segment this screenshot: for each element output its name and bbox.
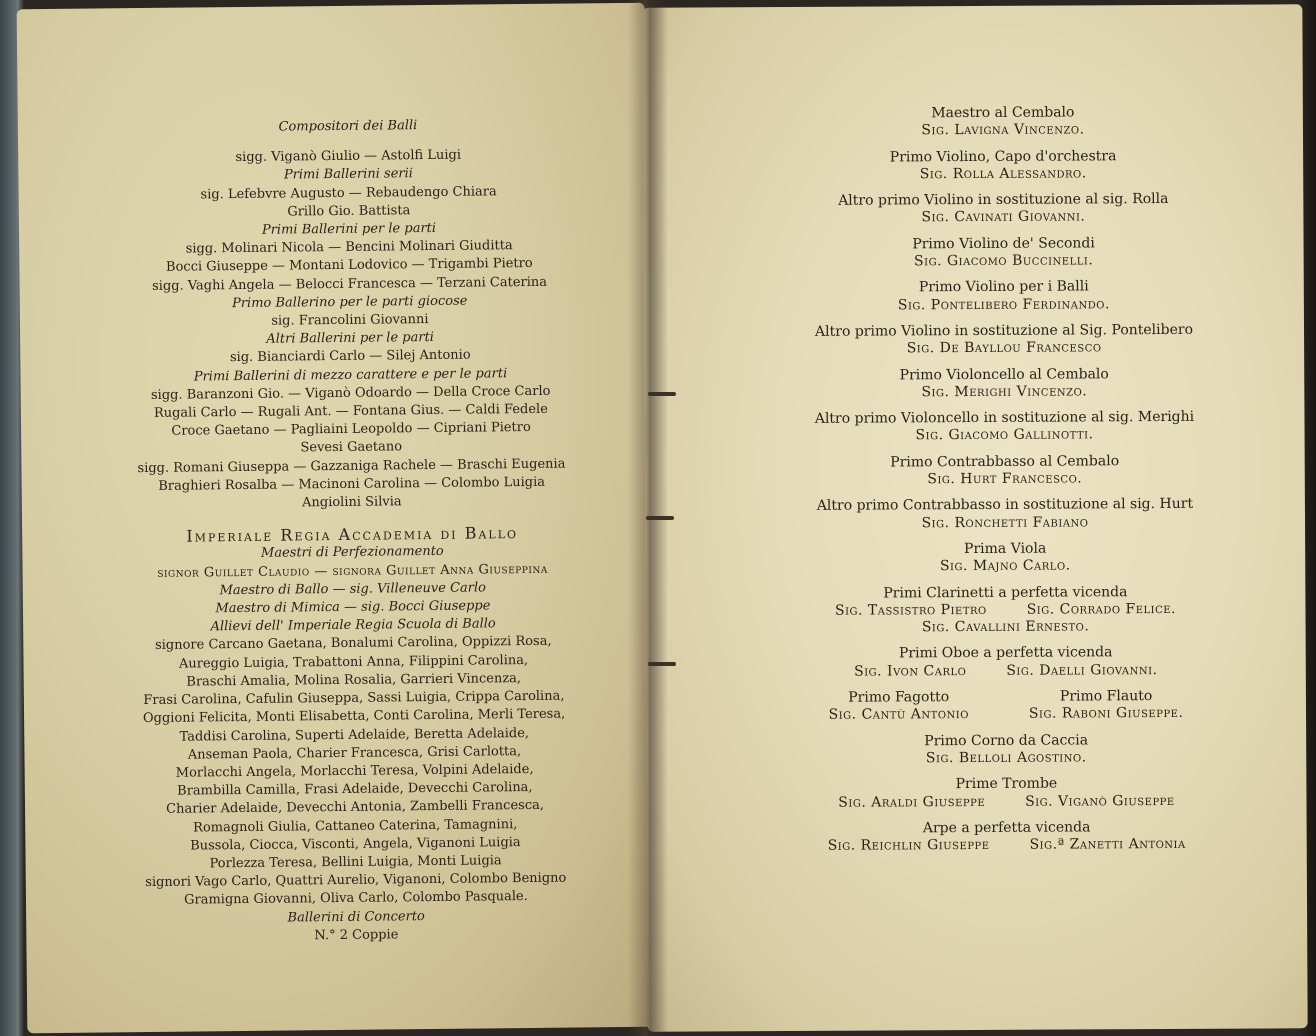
performer-name: Sig.ª Zanetti Antonia bbox=[1029, 835, 1186, 853]
role-title: Primo Fagotto bbox=[848, 689, 950, 706]
role-title: Primo Corno da Caccia bbox=[924, 732, 1089, 749]
text-line: Bussola, Ciocca, Visconti, Angela, Viganoni Luigia bbox=[190, 834, 521, 854]
left-page-text bbox=[78, 115, 627, 948]
text-line: sig. Bianciardi Carlo — Silej Antonio bbox=[229, 348, 471, 366]
split-entry-right bbox=[1029, 688, 1184, 723]
text-line: sig. Francolini Giovanni bbox=[271, 312, 429, 329]
staff-entry bbox=[765, 540, 1245, 577]
performer-name: Sig. Cantù Antonio bbox=[828, 706, 969, 724]
role-title: Primi Oboe a perfetta vicenda bbox=[898, 644, 1113, 662]
text-line: Croce Gaetano — Pagliaini Leopoldo — Cipriani Pietro bbox=[171, 420, 531, 439]
binding-thread bbox=[646, 516, 674, 520]
binding-thread bbox=[648, 662, 676, 666]
performer-name: Sig. Majno Carlo. bbox=[939, 557, 1071, 575]
text-line: Primo Ballerino per le parti giocose bbox=[231, 293, 468, 311]
staff-entry bbox=[763, 104, 1243, 141]
text-line: sigg. Vaghi Angela — Belocci Francesca — Terzani Caterina bbox=[151, 274, 548, 294]
text-line: Maestro di Ballo — sig. Villeneuve Carlo bbox=[219, 580, 487, 599]
text-line: Primi Ballerini serii bbox=[283, 166, 413, 183]
staff-entry bbox=[764, 234, 1244, 271]
performer-name: Sig. Cavallini Ernesto. bbox=[921, 618, 1090, 636]
performer-name: Sig. Belloli Agostino. bbox=[925, 749, 1087, 767]
staff-entry bbox=[765, 496, 1245, 533]
role-title: Primo Violoncello al Cembalo bbox=[899, 365, 1109, 383]
text-line: Anseman Paola, Charier Francesca, Grisi Carlotta, bbox=[187, 743, 522, 763]
role-title: Altro primo Violino in sostituzione al sig. Rolla bbox=[838, 191, 1169, 209]
text-line: Braghieri Rosalba — Macinoni Carolina — Colombo Luigia bbox=[158, 474, 546, 494]
text-line: Oggioni Felicita, Monti Elisabetta, Conti Carolina, Merli Teresa, bbox=[142, 706, 566, 727]
role-title: Primo Flauto bbox=[1059, 688, 1153, 705]
text-line: Romagnoli Giulia, Cattaneo Caterina, Tamagnini, bbox=[193, 816, 518, 836]
performer-name: Sig. Daelli Giovanni. bbox=[1006, 661, 1158, 679]
role-title: Prima Viola bbox=[963, 540, 1047, 557]
text-line: signore Carcano Gaetana, Bonalumi Carolina, Oppizzi Rosa, bbox=[154, 634, 552, 654]
text-line: signor Guillet Claudio — signora Guillet Anna Giuseppina bbox=[157, 561, 548, 581]
staff-entry bbox=[765, 583, 1245, 637]
role-title: Altro primo Violino in sostituzione al Sig. Pontelibero bbox=[814, 321, 1194, 340]
text-line: Primi Ballerini di mezzo carattere e per le parti bbox=[193, 365, 508, 385]
text-line: Sevesi Gaetano bbox=[300, 439, 403, 456]
role-title: Arpe a perfetta vicenda bbox=[922, 819, 1091, 837]
role-title: Primo Violino de' Secondi bbox=[912, 235, 1095, 253]
text-line: Morlacchi Angela, Morlacchi Teresa, Volpini Adelaide, bbox=[175, 761, 534, 781]
role-title: Maestro al Cembalo bbox=[931, 104, 1075, 122]
split-entry bbox=[766, 688, 1246, 725]
performer-name: Sig. Giacomo Buccinelli. bbox=[913, 252, 1094, 270]
split-entry-left bbox=[828, 689, 968, 724]
performer-pair bbox=[767, 836, 1247, 856]
performer-name: Sig. Ivon Carlo bbox=[854, 662, 967, 680]
text-line: Brambilla Camilla, Frasi Adelaide, Devecchi Carolina, bbox=[177, 780, 533, 799]
text-line: Charier Adelaide, Devecchi Antonia, Zambelli Francesca, bbox=[166, 798, 545, 818]
text-line: Aureggio Luigia, Trabattoni Anna, Filippini Carolina, bbox=[178, 652, 529, 672]
performer-name: Sig. Rolla Alessandro. bbox=[919, 165, 1087, 183]
performer-name: Sig. Corrado Felice. bbox=[1026, 600, 1177, 618]
staff-entry bbox=[767, 818, 1247, 855]
text-line: sigg. Romani Giuseppa — Gazzaniga Rachele — Braschi Eugenia bbox=[137, 456, 566, 476]
role-title: Primo Violino per i Balli bbox=[918, 278, 1089, 296]
left-page bbox=[17, 3, 656, 1034]
performer-name: Sig. Reichlin Giuseppe bbox=[827, 837, 990, 854]
staff-entry bbox=[763, 191, 1243, 228]
performer-pair bbox=[765, 600, 1245, 620]
performer-pair bbox=[766, 661, 1246, 681]
staff-entry bbox=[766, 775, 1246, 812]
text-line: sigg. Baranzoni Gio. — Viganò Odoardo — Della Croce Carlo bbox=[150, 383, 551, 403]
staff-entry bbox=[766, 731, 1246, 768]
performer-pair bbox=[766, 792, 1246, 812]
text-line: Altri Ballerini per le parti bbox=[266, 330, 435, 347]
performer-name: Sig. Hurt Francesco. bbox=[927, 470, 1083, 488]
performer-name: Sig. Merighi Vincenzo. bbox=[921, 383, 1088, 401]
text-line: Frasi Carolina, Cafulin Giuseppa, Sassi Luigia, Crippa Carolina, bbox=[143, 688, 565, 709]
performer-name: Sig. Pontelibero Ferdinando. bbox=[897, 295, 1110, 314]
text-line: N.° 2 Coppie bbox=[314, 927, 399, 943]
performer-name: Sig. Lavigna Vincenzo. bbox=[921, 121, 1085, 139]
text-line: Porlezza Teresa, Bellini Luigia, Monti Luigia bbox=[209, 853, 502, 872]
binding-thread bbox=[648, 392, 676, 396]
performer-name: Sig. Cavinati Giovanni. bbox=[921, 208, 1086, 226]
role-title: Altro primo Contrabbasso in sostituzione al sig. Hurt bbox=[816, 496, 1194, 515]
right-page bbox=[642, 4, 1307, 1031]
text-line: Taddisi Carolina, Superti Adelaide, Beretta Adelaide, bbox=[179, 725, 530, 745]
role-title: Primo Contrabbasso al Cembalo bbox=[890, 452, 1120, 471]
staff-entry bbox=[765, 452, 1245, 489]
staff-entry bbox=[764, 365, 1244, 402]
role-title: Prime Trombe bbox=[955, 775, 1058, 793]
text-line: Braschi Amalia, Molina Rosalia, Garrieri Vincenza, bbox=[186, 670, 522, 690]
text-line: sigg. Viganò Giulio — Astolfi Luigi bbox=[235, 147, 462, 166]
text-line: Rugali Carlo — Rugali Ant. — Fontana Gius. — Caldi Fedele bbox=[153, 401, 548, 421]
staff-entry bbox=[764, 322, 1244, 359]
text-line: Maestro di Mimica — sig. Bocci Giuseppe bbox=[215, 598, 491, 617]
staff-entry bbox=[763, 147, 1243, 184]
text-line: signori Vago Carlo, Quattri Aurelio, Viganoni, Colombo Benigno bbox=[145, 870, 567, 891]
text-line: Compositori dei Balli bbox=[278, 118, 418, 135]
performer-name: Sig. Viganò Giuseppe bbox=[1025, 792, 1175, 810]
performer-name: Sig. De Bayllou Francesco bbox=[906, 339, 1102, 357]
text-line: Maestri di Perfezionamento bbox=[260, 544, 444, 562]
staff-entry bbox=[764, 409, 1244, 446]
text-line: Allievi dell' Imperiale Regia Scuola di Ballo bbox=[210, 616, 496, 635]
text-line: Angiolini Silvia bbox=[301, 494, 402, 511]
performer-name: Sig. Tassistro Pietro bbox=[834, 601, 987, 619]
performer-name: Sig. Araldi Giuseppe bbox=[838, 793, 986, 811]
text-line: Bocci Giuseppe — Montani Lodovico — Trigambi Pietro bbox=[165, 256, 533, 276]
text-line: Gramigna Giovanni, Oliva Carlo, Colombo Pasquale. bbox=[184, 889, 528, 908]
text-line: Ballerini di Concerto bbox=[287, 908, 425, 926]
performer-name: Sig. Ronchetti Fabiano bbox=[921, 514, 1089, 531]
staff-entry bbox=[766, 644, 1246, 681]
text-line: sig. Lefebvre Augusto — Rebaudengo Chiara bbox=[200, 183, 497, 203]
role-title: Primo Violino, Capo d'orchestra bbox=[889, 147, 1117, 166]
role-title: Altro primo Violoncello in sostituzione al sig. Merighi bbox=[814, 409, 1195, 427]
text-line: Grillo Gio. Battista bbox=[287, 203, 411, 220]
performer-name: Sig. Raboni Giuseppe. bbox=[1028, 705, 1184, 723]
staff-entry bbox=[764, 278, 1244, 315]
text-line: Primi Ballerini per le parti bbox=[261, 220, 437, 238]
section-heading: Imperiale Regia Accademia di Ballo bbox=[186, 523, 519, 546]
performer-name: Sig. Giacomo Gallinotti. bbox=[915, 426, 1094, 444]
right-page-text bbox=[763, 95, 1247, 856]
text-line: sigg. Molinari Nicola — Bencini Molinari Giuditta bbox=[185, 238, 513, 257]
role-title: Primi Clarinetti a perfetta vicenda bbox=[883, 583, 1128, 602]
